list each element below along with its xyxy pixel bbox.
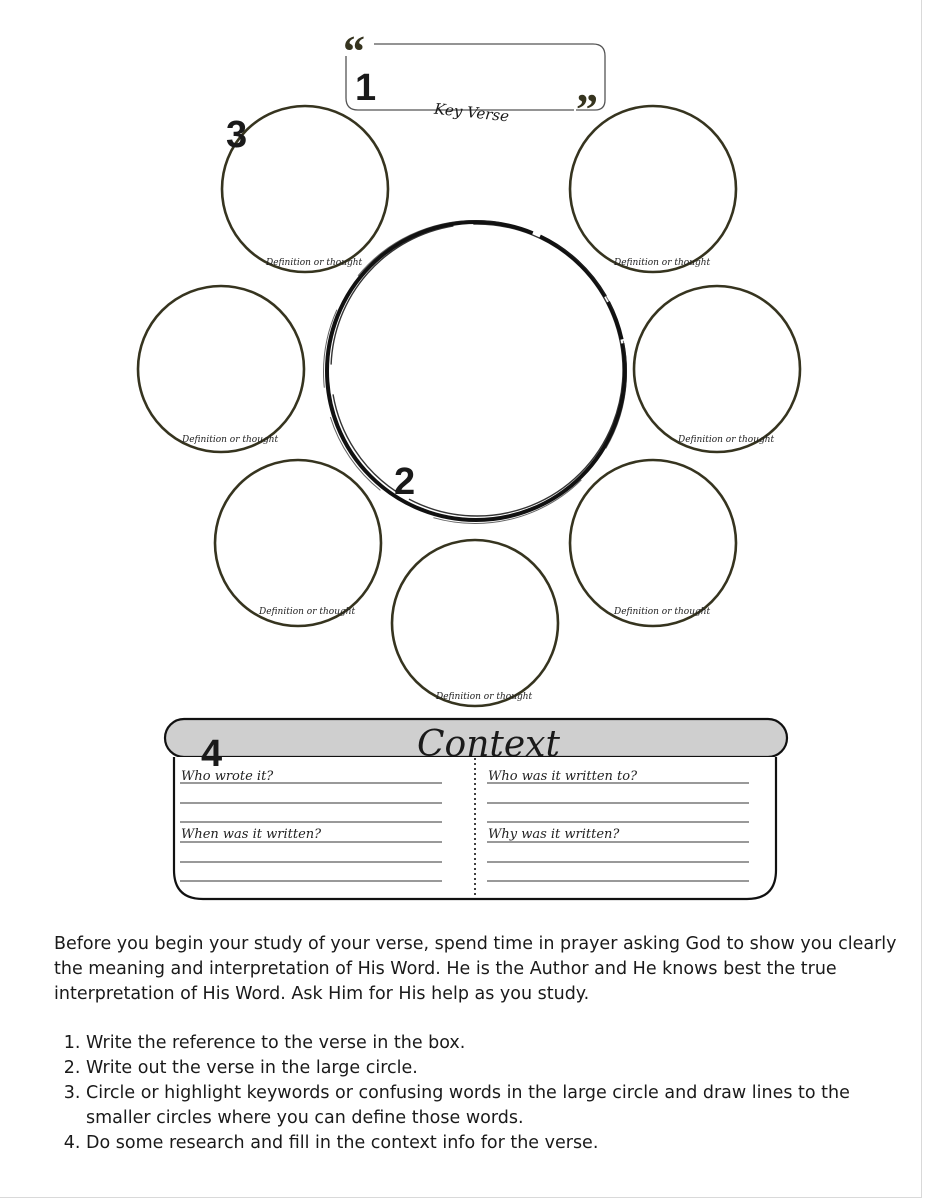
why-written-prompt: Why was it written?	[488, 827, 620, 842]
small-circles	[138, 106, 800, 706]
step-number-1: 1	[355, 67, 377, 109]
small-circle-mid-left	[138, 286, 304, 452]
definition-label: Definition or thought	[614, 258, 711, 268]
small-circle-bottom	[392, 540, 558, 706]
step-number-4: 4	[201, 733, 223, 775]
close-quote-icon: ”	[576, 85, 598, 134]
instructions-steps	[54, 1031, 904, 1156]
definition-label: Definition or thought	[678, 435, 775, 445]
instruction-step: 1. Write the reference to the verse in the box.	[86, 1031, 904, 1056]
small-circle-low-left	[215, 460, 381, 626]
context-title: Context	[417, 724, 560, 765]
instruction-step: 3. Circle or highlight keywords or confusing words in the large circle and draw lines to the smaller circles where you can define those words.	[86, 1081, 904, 1131]
definition-label: Definition or thought	[614, 607, 711, 617]
definition-label: Definition or thought	[259, 607, 356, 617]
instruction-step: 2. Write out the verse in the large circle.	[86, 1056, 904, 1081]
step-number-3: 3	[226, 114, 248, 156]
small-circle-mid-right	[634, 286, 800, 452]
written-to-prompt: Who was it written to?	[488, 769, 638, 784]
main-verse-circle	[324, 221, 627, 524]
definition-label: Definition or thought	[266, 258, 363, 268]
when-written-prompt: When was it written?	[181, 827, 322, 842]
small-circle-top-right	[570, 106, 736, 272]
context-section	[165, 719, 787, 899]
open-quote-icon: “	[343, 27, 365, 76]
small-circle-low-right	[570, 460, 736, 626]
key-verse-box	[343, 27, 605, 134]
instructions	[54, 932, 904, 1156]
step-number-2: 2	[394, 461, 416, 503]
instruction-step: 4. Do some research and fill in the context info for the verse.	[86, 1131, 904, 1156]
definition-label: Definition or thought	[436, 692, 533, 702]
key-verse-label: Key Verse	[433, 99, 510, 126]
who-wrote-prompt: Who wrote it?	[181, 769, 274, 784]
definition-label: Definition or thought	[182, 435, 279, 445]
instructions-intro: Before you begin your study of your verse, spend time in prayer asking God to show you clearly the meaning and interpretation of His Word. He is the Author and He knows best the true interpretation of His Word. Ask Him for His help as you study.	[54, 934, 897, 1004]
